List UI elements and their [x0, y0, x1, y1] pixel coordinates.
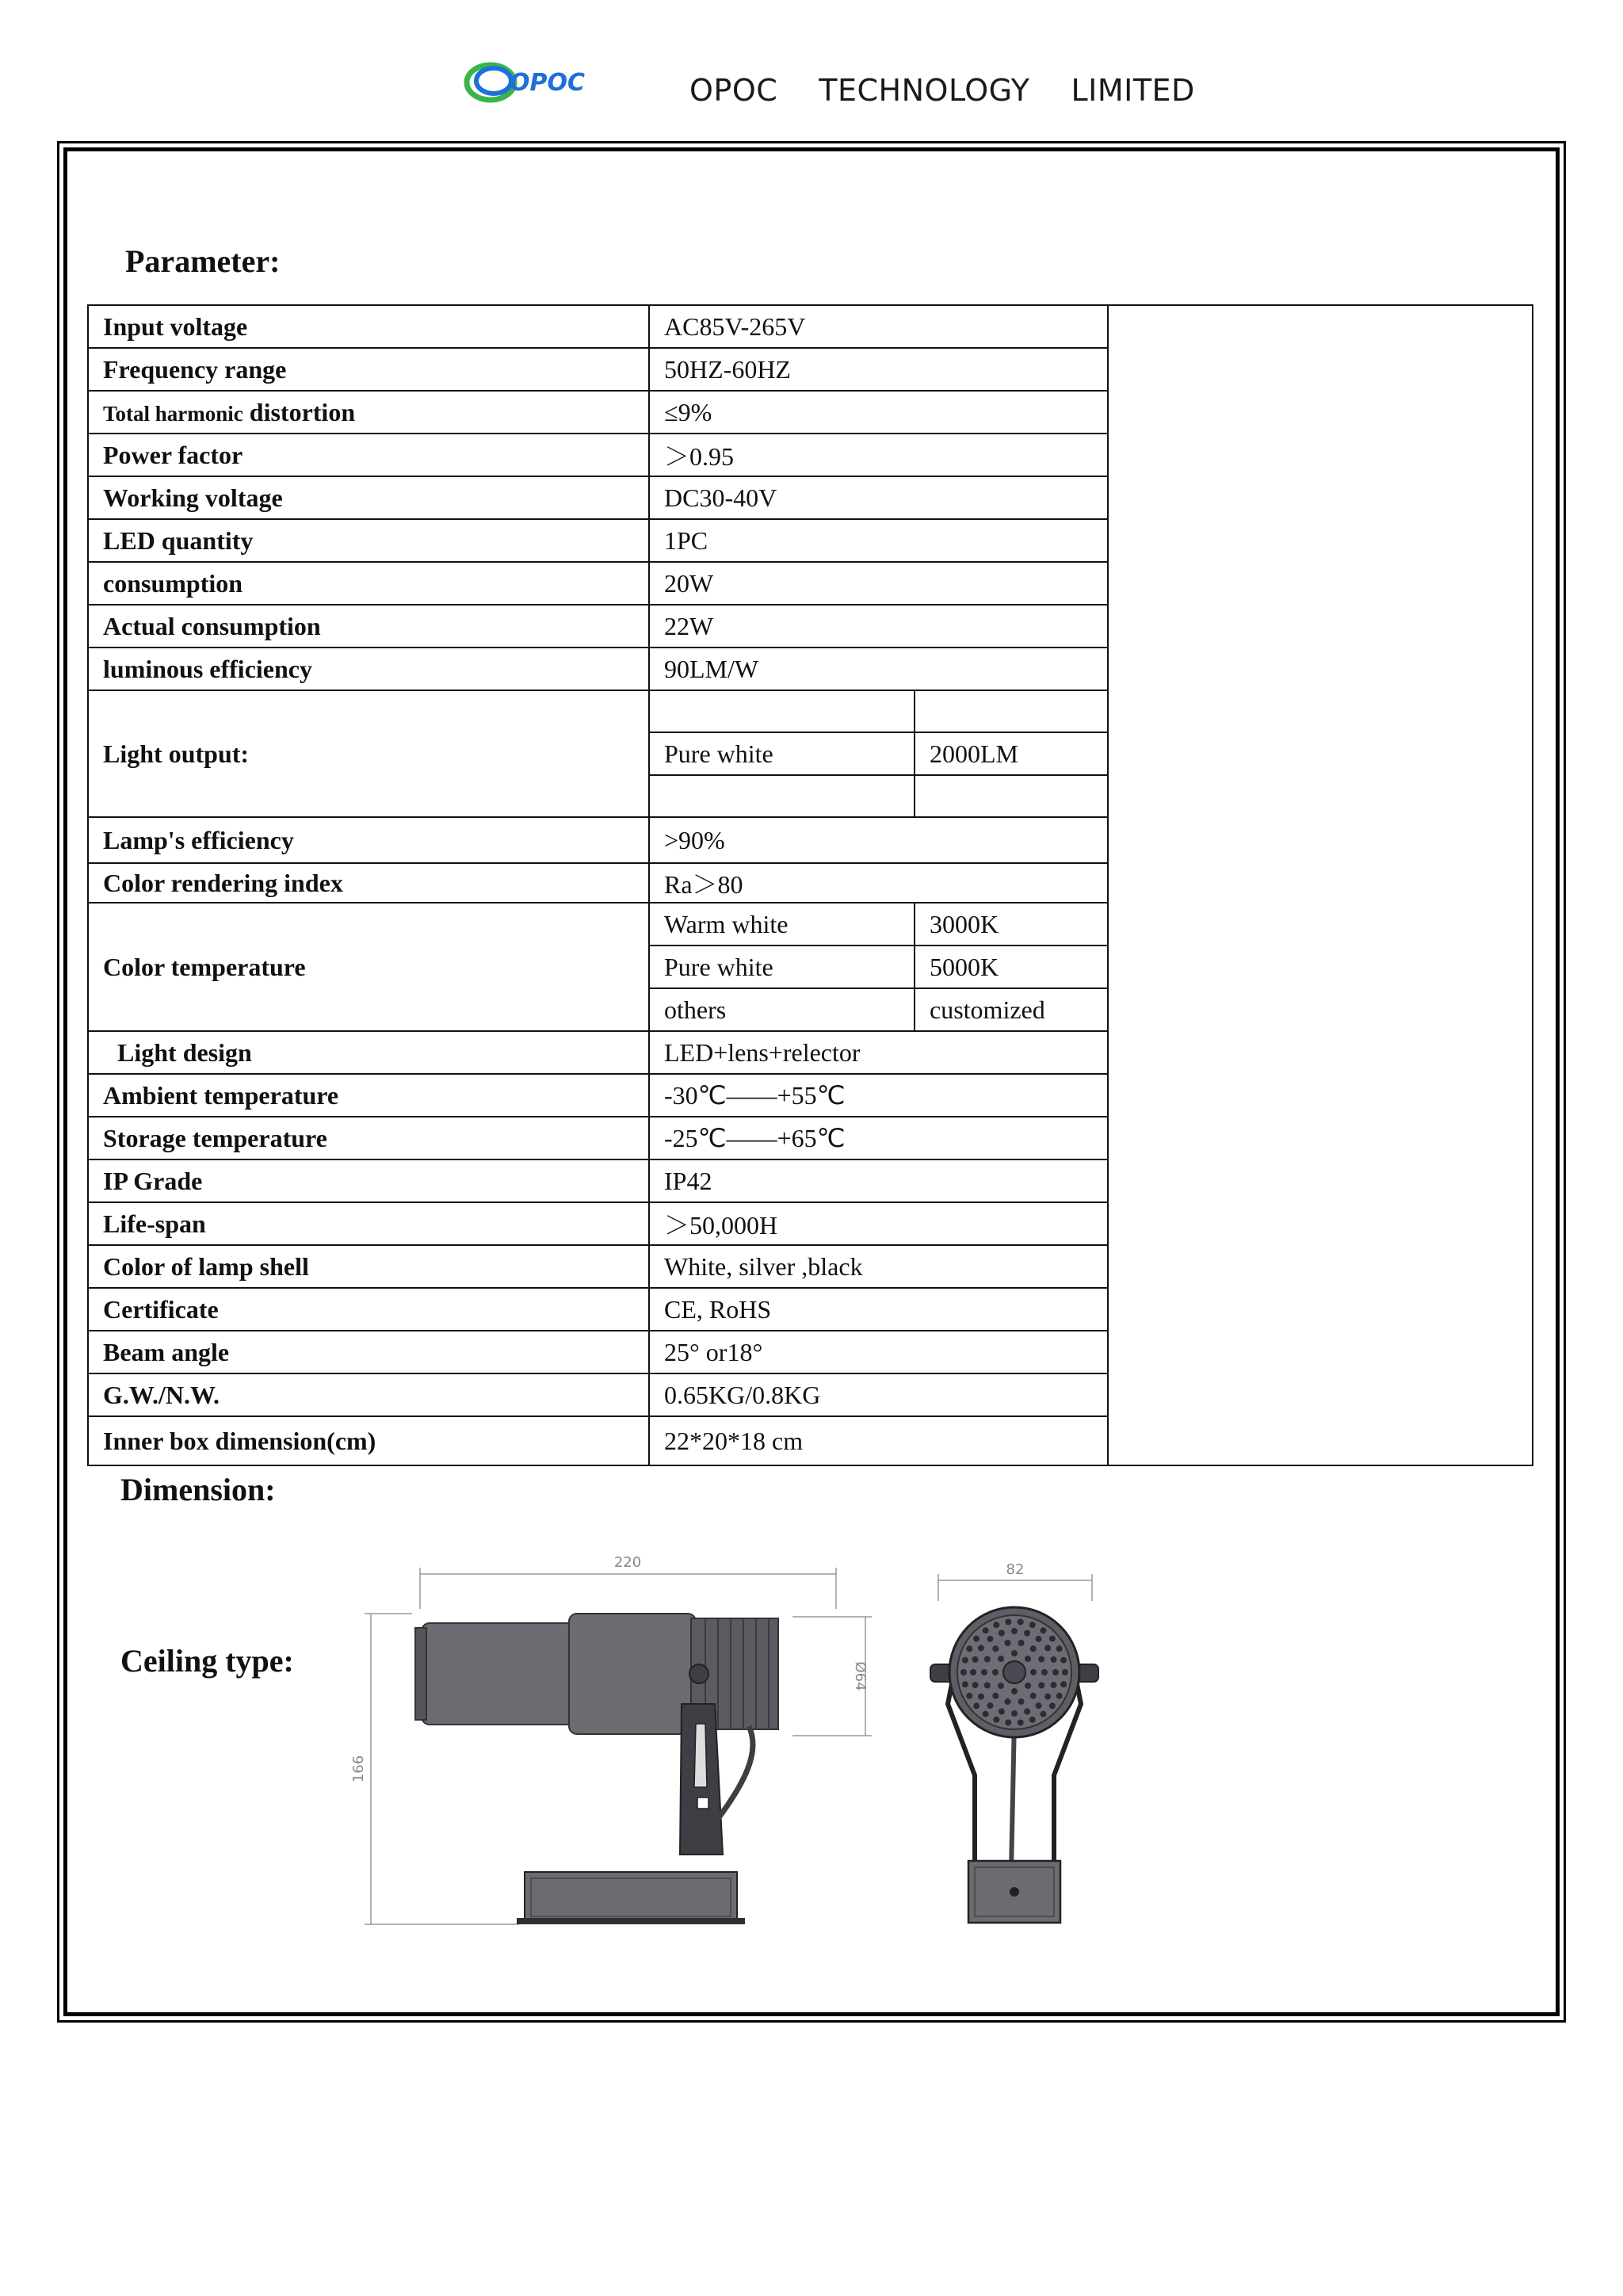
spec-value: 1PC	[649, 519, 1108, 562]
spec-label: Working voltage	[88, 476, 649, 519]
spec-label: consumption	[88, 562, 649, 605]
vent-hole	[1018, 1619, 1024, 1626]
spec-label: Color temperature	[88, 903, 649, 1031]
vent-hole	[1056, 1693, 1063, 1699]
ct-value: 5000K	[915, 946, 1108, 988]
opoc-logo	[464, 57, 614, 105]
vent-hole	[993, 1622, 999, 1628]
dimension-heading: Dimension:	[120, 1472, 276, 1507]
light-output-color: Pure white	[649, 732, 915, 775]
bracket-slot	[694, 1724, 707, 1787]
vent-hole	[1011, 1628, 1018, 1634]
spec-label-thd	[88, 391, 649, 434]
vent-hole	[992, 1669, 999, 1675]
spec-value: 22*20*18 cm	[649, 1416, 1108, 1465]
vent-hole	[1051, 1656, 1057, 1663]
ct-name: Warm white	[649, 903, 915, 946]
dim-220-label: 220	[613, 1554, 642, 1571]
vent-hole	[1049, 1702, 1056, 1709]
spec-label: Life-span	[88, 1202, 649, 1245]
vent-hole	[1052, 1669, 1059, 1675]
ceiling-base	[525, 1872, 737, 1923]
logo-text: OPOC	[510, 69, 586, 97]
vent-hole	[1049, 1636, 1056, 1642]
vent-hole	[970, 1669, 976, 1675]
spec-label: Color rendering index	[88, 863, 649, 903]
dim-82-label: 82	[1006, 1561, 1025, 1578]
vent-hole	[984, 1656, 991, 1663]
vent-hole	[978, 1694, 984, 1700]
vent-hole	[1011, 1710, 1018, 1717]
front-view-drawing	[919, 1553, 1109, 1926]
vent-hole	[1005, 1720, 1011, 1726]
table-row	[88, 305, 1533, 348]
vent-hole	[966, 1645, 972, 1652]
vent-hole	[1029, 1717, 1036, 1723]
spec-label: Beam angle	[88, 1331, 649, 1373]
vent-hole	[999, 1630, 1005, 1637]
vent-hole	[1018, 1640, 1025, 1646]
vent-hole	[992, 1693, 999, 1699]
spec-label: IP Grade	[88, 1159, 649, 1202]
vent-hole	[1005, 1619, 1011, 1626]
vent-hole	[1044, 1645, 1051, 1651]
vent-hole	[1038, 1683, 1044, 1689]
parameter-heading: Parameter:	[125, 243, 281, 279]
spec-value: 50HZ-60HZ	[649, 348, 1108, 391]
vent-hole	[972, 1656, 979, 1663]
front-cable	[1011, 1720, 1014, 1870]
spec-label: Frequency range	[88, 348, 649, 391]
vent-hole	[1051, 1682, 1057, 1688]
vent-hole	[1018, 1698, 1025, 1705]
spec-value: DC30-40V	[649, 476, 1108, 519]
vent-hole	[983, 1627, 989, 1633]
vent-hole	[1030, 1669, 1037, 1675]
dim-64-label: Ø64	[852, 1661, 869, 1691]
spec-value: 90LM/W	[649, 648, 1108, 690]
spec-value: Ra＞80	[649, 863, 1108, 903]
vent-hole	[1040, 1627, 1046, 1633]
lens-barrel	[422, 1623, 580, 1725]
lamp-housing	[569, 1614, 696, 1734]
vent-hole	[973, 1702, 980, 1709]
spec-value: ≤9%	[649, 391, 1108, 434]
spec-value: >90%	[649, 817, 1108, 863]
spec-label: Actual consumption	[88, 605, 649, 648]
empty-cell	[915, 690, 1108, 732]
vent-hole	[981, 1669, 987, 1675]
spec-label: Input voltage	[88, 305, 649, 348]
spec-label: Color of lamp shell	[88, 1245, 649, 1288]
spec-value: CE, RoHS	[649, 1288, 1108, 1331]
company-word-3: LIMITED	[1071, 73, 1195, 108]
vent-hole	[1025, 1683, 1031, 1689]
vent-hole	[987, 1636, 993, 1642]
vent-hole	[1036, 1702, 1042, 1709]
vent-hole	[1040, 1711, 1046, 1717]
pivot-knob	[689, 1664, 708, 1683]
spec-label: Inner box dimension(cm)	[88, 1416, 649, 1465]
spec-value: 0.65KG/0.8KG	[649, 1373, 1108, 1416]
ct-name: others	[649, 988, 915, 1031]
blank-column	[1108, 305, 1533, 1465]
vent-hole	[1005, 1640, 1011, 1646]
vent-hole	[1036, 1636, 1042, 1642]
vent-hole	[999, 1709, 1005, 1715]
empty-cell	[915, 775, 1108, 817]
spec-value: LED+lens+relector	[649, 1031, 1108, 1074]
spec-value: ＞0.95	[649, 434, 1108, 476]
center-cap	[1003, 1661, 1025, 1683]
vent-hole	[966, 1693, 972, 1699]
vent-hole	[962, 1657, 968, 1664]
spec-value: 25° or18°	[649, 1331, 1108, 1373]
ct-value: customized	[915, 988, 1108, 1031]
spec-value: ＞50,000H	[649, 1202, 1108, 1245]
vent-hole	[1030, 1645, 1037, 1652]
vent-hole	[998, 1656, 1004, 1662]
vent-hole	[972, 1682, 979, 1688]
spec-label: Power factor	[88, 434, 649, 476]
spec-value: White, silver ,black	[649, 1245, 1108, 1288]
vent-hole	[1018, 1720, 1024, 1726]
empty-cell	[649, 690, 915, 732]
vent-hole	[983, 1711, 989, 1717]
vent-hole	[973, 1636, 980, 1642]
empty-cell	[649, 775, 915, 817]
spec-label: Certificate	[88, 1288, 649, 1331]
spec-value: AC85V-265V	[649, 305, 1108, 348]
spec-value: 22W	[649, 605, 1108, 648]
vent-hole	[1025, 1656, 1031, 1662]
vent-hole	[992, 1645, 999, 1652]
vent-hole	[1062, 1669, 1068, 1675]
barrel-cap	[415, 1628, 426, 1720]
spec-label: Light design	[88, 1031, 649, 1074]
spec-value: -30℃——+55℃	[649, 1074, 1108, 1117]
company-word-1: OPOC	[689, 73, 778, 108]
vent-hole	[984, 1683, 991, 1689]
spec-label: G.W./N.W.	[88, 1373, 649, 1416]
spec-table	[87, 304, 1533, 1466]
spec-label: Light output:	[88, 690, 649, 817]
vent-hole	[1038, 1656, 1044, 1663]
spec-label: Ambient temperature	[88, 1074, 649, 1117]
thd-label-small: Total harmonic	[103, 401, 243, 426]
spec-label: LED quantity	[88, 519, 649, 562]
vent-hole	[1060, 1657, 1067, 1664]
spec-label: Storage temperature	[88, 1117, 649, 1159]
vent-hole	[998, 1683, 1004, 1689]
company-name	[689, 73, 1236, 108]
vent-hole	[1041, 1669, 1048, 1675]
spec-value: -25℃——+65℃	[649, 1117, 1108, 1159]
vent-hole	[1011, 1688, 1018, 1694]
vent-hole	[1024, 1709, 1030, 1715]
vent-hole	[1011, 1650, 1018, 1656]
side-view-drawing	[349, 1545, 896, 1942]
light-output-lumens: 2000LM	[915, 732, 1108, 775]
bracket-hole	[697, 1797, 708, 1809]
base-screw	[1010, 1887, 1019, 1897]
company-word-2: TECHNOLOGY	[819, 73, 1030, 108]
vent-hole	[1060, 1681, 1067, 1687]
vent-hole	[1044, 1694, 1051, 1700]
ct-value: 3000K	[915, 903, 1108, 946]
vent-hole	[1056, 1645, 1063, 1652]
vent-hole	[1024, 1630, 1030, 1637]
vent-hole	[1005, 1698, 1011, 1705]
spec-value: IP42	[649, 1159, 1108, 1202]
vent-hole	[993, 1717, 999, 1723]
vent-hole	[962, 1681, 968, 1687]
ct-name: Pure white	[649, 946, 915, 988]
vent-hole	[960, 1669, 967, 1675]
vent-hole	[1029, 1622, 1036, 1628]
vent-hole	[987, 1702, 993, 1709]
ceiling-type-heading: Ceiling type:	[120, 1643, 294, 1679]
spec-label: luminous efficiency	[88, 648, 649, 690]
base-plate	[517, 1918, 745, 1924]
spec-value: 20W	[649, 562, 1108, 605]
thd-label-rest: distortion	[242, 397, 356, 426]
vent-hole	[978, 1645, 984, 1651]
dim-166-label: 166	[350, 1755, 367, 1783]
spec-label: Lamp's efficiency	[88, 817, 649, 863]
vent-hole	[1030, 1693, 1037, 1699]
